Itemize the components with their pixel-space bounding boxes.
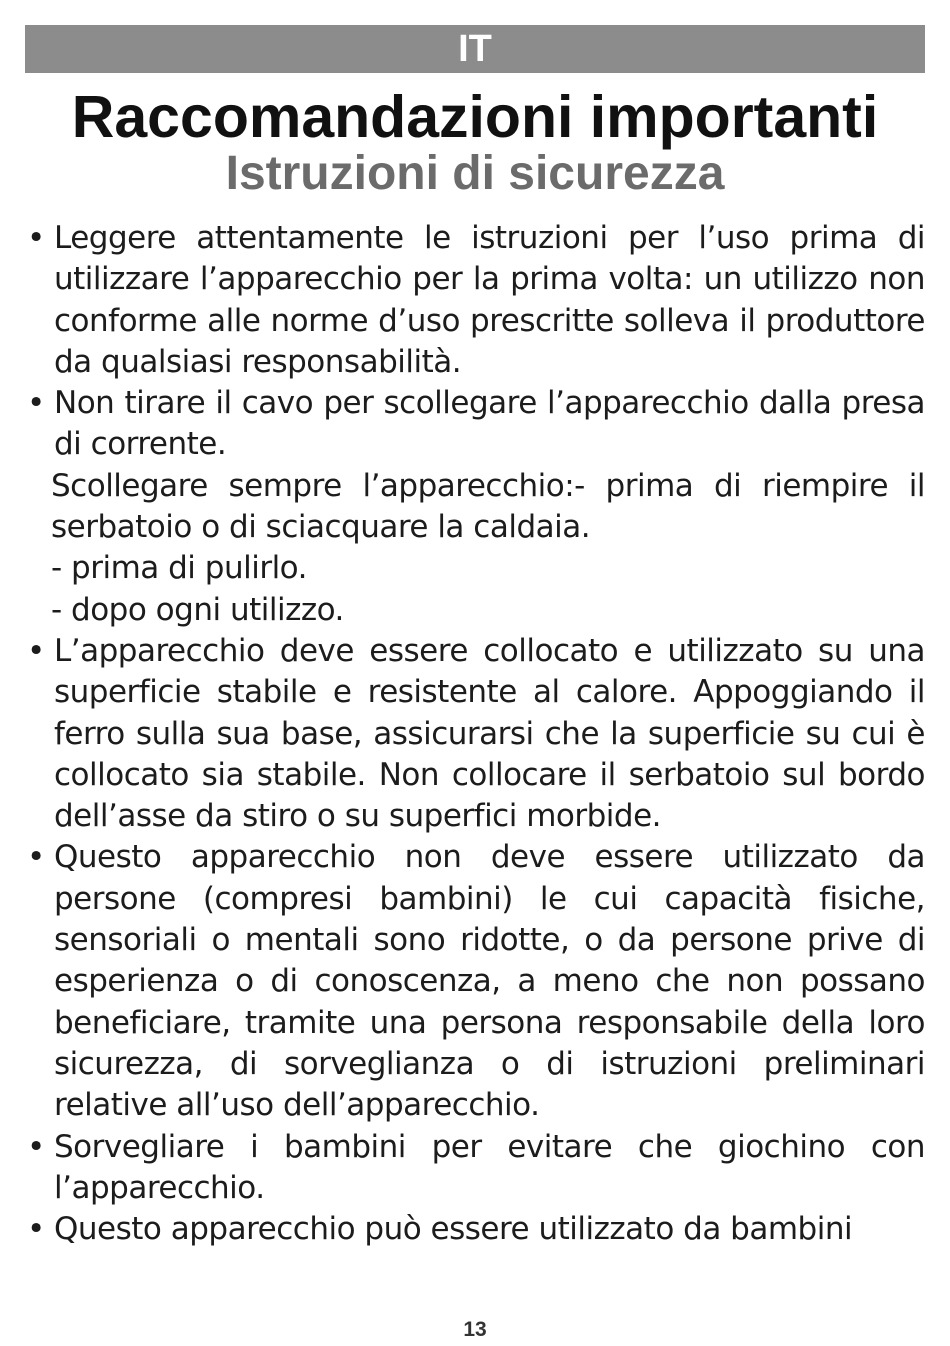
list-item [25,218,925,383]
list-item [25,631,925,837]
list-item [25,383,925,466]
instructions-list [25,218,925,1250]
list-item-text: Leggere attentamente le istruzioni per l’uso prima di utilizzare l’apparecchio per la prima volta: un utilizzo non conforme alle norme d’uso prescritte solleva il produttore da qualsiasi responsabilità. [54,220,925,380]
list-item-text: L’apparecchio deve essere collocato e utilizzato su una superficie stabile e resistente al calore. Appoggiando il ferro sulla sua base, assicurarsi che la superficie su cui è collocato sia stabile. Non collocare il serbatoio sul bordo dell’asse da stiro o su superfici morbide. [54,632,925,835]
bullet-icon: • [27,1211,45,1248]
unplug-note-line: - prima di pulirlo. [51,550,307,587]
unplug-note-line: - dopo ogni utilizzo. [51,591,344,628]
list-item-text: Non tirare il cavo per scollegare l’apparecchio dalla presa di corrente. [54,385,925,463]
bullet-icon: • [27,1128,45,1165]
section-subtitle: Istruzioni di sicurezza [225,147,725,200]
bullet-icon: • [27,632,45,669]
list-item [25,837,925,1126]
language-tab: IT [25,25,925,73]
list-item-text: Questo apparecchio non deve essere utilizzato da persone (compresi bambini) le cui capacità fisiche, sensoriali o mentali sono ridotte, o da persone prive di esperienza o di conoscenza, a meno che non possano beneficiare, tramite una persona responsabile della loro sicurezza, di sorveglianza o di istruzioni preliminari relative all’uso dell’apparecchio. [54,839,925,1124]
list-item-text: Questo apparecchio può essere utilizzato da bambini [54,1211,853,1248]
bullet-icon: • [27,839,45,876]
list-item [25,1127,925,1210]
bullet-icon: • [27,220,45,256]
list-item-text: Sorvegliare i bambini per evitare che giochino con l’apparecchio. [54,1128,925,1206]
list-item [25,1209,925,1250]
bullet-icon: • [27,385,45,422]
page-number: 13 [463,1318,487,1341]
unplug-note: Scollegare sempre l’apparecchio:- prima di riempire il serbatoio o di sciacquare la caldaia. [51,467,925,546]
page-title: Raccomandazioni importanti [71,84,879,150]
